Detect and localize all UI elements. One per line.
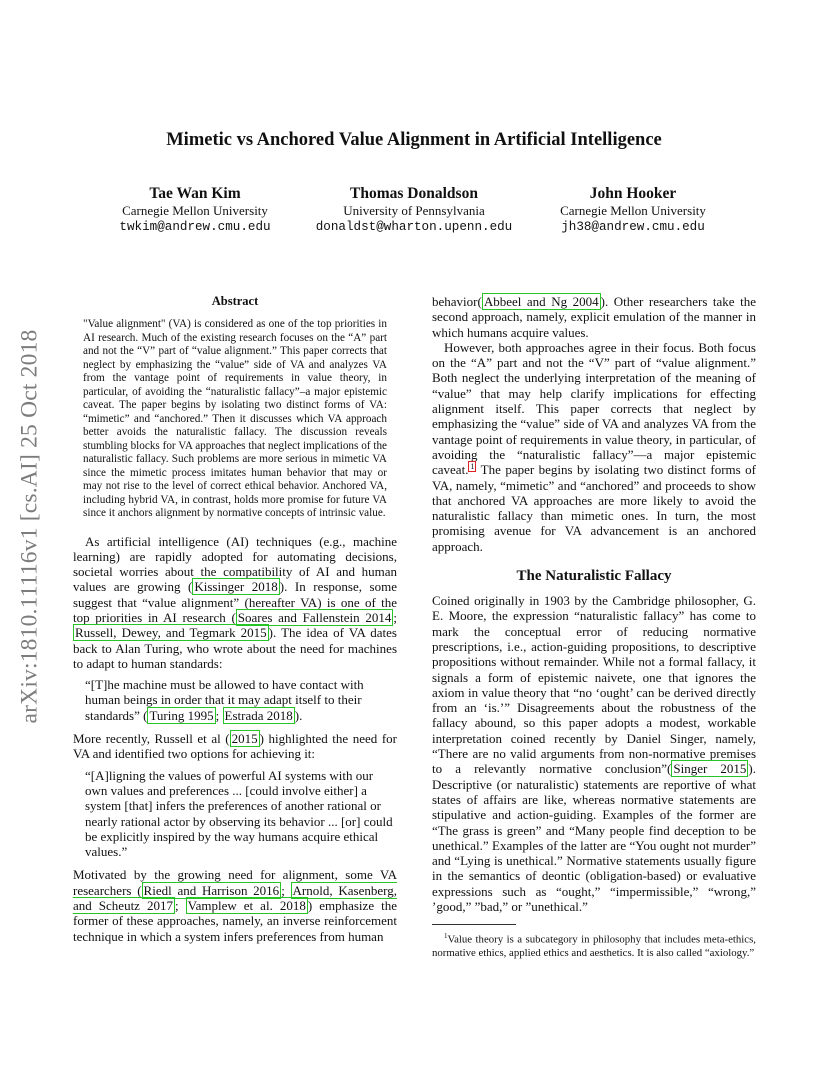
paper-title: Mimetic vs Anchored Value Alignment in Artificial Intelligence bbox=[166, 130, 662, 150]
citation-link[interactable]: 2015 bbox=[231, 731, 258, 747]
author-email[interactable]: jh38@andrew.cmu.edu bbox=[561, 220, 705, 234]
citation-link[interactable]: Arnold, Kasenberg, and Scheutz 2017 bbox=[73, 882, 397, 914]
footnote: $^1$Value theory is a subcategory in philosophy that includes meta-ethics, normative ethics, applied ethics and aesthetics. It is also called “axiology.” bbox=[432, 932, 756, 959]
author-name: Tae Wan Kim bbox=[149, 185, 241, 202]
footnote-marker[interactable]: 1 bbox=[470, 461, 475, 471]
body-paragraph: More recently, Russell et al ( 2015 ) highlighted the need for VA and identified two options for achieving it: bbox=[73, 731, 397, 762]
intro-paragraph: As artificial intelligence (AI) techniques (e.g., machine learning) are rapidly adopted for automating decisions, societal worries about the compatibility of AI and human values are growing ( Kissinger 2018 ). In response, some suggest that “value alignment” (hereafter VA) is one of the top priorities in AI research ( Soares and Fallenstein 2014 ; Russell, Dewey, and Tegmark 2015 ). The idea of VA dates back to Alan Turing, who wrote about the need for machines to adapt to human standards: bbox=[73, 533, 397, 671]
author-affiliation: University of Pennsylvania bbox=[343, 203, 485, 218]
author-block bbox=[294, 184, 534, 235]
body-paragraph: Motivated by the growing need for alignment, some VA researchers ( Riedl and Harrison 2016 ; Arnold, Kasenberg, and Scheutz 2017 ; Vamplew et al. 2018 ) emphasize the former of these approaches, namely, an inverse reinforcement technique in which a system infers preferences from human bbox=[73, 867, 397, 944]
author-block bbox=[513, 184, 753, 235]
footnote-mark: 1 bbox=[444, 932, 448, 941]
citation-link[interactable]: Vamplew et al. 2018 bbox=[187, 898, 306, 914]
abstract-heading: Abstract bbox=[211, 294, 259, 308]
body-paragraph: behavior( Abbeel and Ng 2004 ). Other researchers take the second approach, namely, explicit emulation of the manner in which humans acquire values. bbox=[432, 294, 757, 340]
left-column bbox=[73, 294, 397, 944]
section-heading: The Naturalistic Fallacy bbox=[516, 568, 672, 585]
citation-link[interactable]: Russell, Dewey, and Tegmark 2015 bbox=[75, 625, 267, 641]
block-quote: “[T]he machine must be allowed to have contact with human beings in order that it may adapt itself to their standards” ( Turing 1995 ; Estrada 2018 ). bbox=[85, 677, 364, 723]
arxiv-identifier: arXiv:1810.11116v1 [cs.AI] 25 Oct 2018 bbox=[16, 329, 43, 724]
author-affiliation: Carnegie Mellon University bbox=[560, 203, 706, 218]
citation-link[interactable]: Riedl and Harrison 2016 bbox=[143, 882, 280, 898]
body-paragraph: However, both approaches agree in their focus. Both focus on the “A” part and not the “V” part of “value alignment.” Both neglect the underlying interpretation of the meaning of “value” that may help clarify implications for effecting alignment itself. This paper corrects that neglect by emphasizing the “value” side of VA and analyzes VA from the vantage point of requirements in value theory, in particular, of avoiding the “naturalistic fallacy”—a major epistemic caveat. $^1$ The paper begins by isolating two distinct forms of VA, namely, “mimetic” and “anchored” and proceeds to show that anchored VA approaches are more likely to avoid the naturalistic fallacy than mimetic ones. In turn, the most promising avenue for VA advancement is an anchored approach. bbox=[432, 339, 756, 554]
citation-link[interactable]: Estrada 2018 bbox=[224, 707, 293, 723]
author-email[interactable]: donaldst@wharton.upenn.edu bbox=[315, 220, 513, 234]
citation-link[interactable]: Kissinger 2018 bbox=[194, 579, 278, 595]
citation-link[interactable]: Turing 1995 bbox=[149, 707, 214, 723]
abstract-text: "Value alignment" (VA) is considered as one of the top priorities in AI research. Much of the existing research focuses on the “A” part and not the “V” part of “value alignment.” This paper corrects that neglect by emphasizing the “value” side of VA and analyzes VA from the vantage point of requirements in value theory, in particular, of avoiding the “naturalistic fallacy”–a major epistemic caveat. The paper begins by isolating two distinct forms of VA: “mimetic” and “anchored.” Then it discusses which VA approach better avoids the naturalistic fallacy. The discussion reveals stumbling blocks for VA approaches that neglect implications of the naturalistic fallacy. Such problems are more serious in mimetic VA since the mimetic process imitates human behavior that may or may not rise to the level of correct ethical behavior. Anchored VA, including hybrid VA, in contrast, holds more promise for future VA since it anchors alignment by normative concepts of intrinsic value. bbox=[83, 318, 387, 519]
right-column bbox=[432, 294, 756, 960]
citation-link[interactable]: Singer 2015 bbox=[673, 761, 747, 777]
author-name: Thomas Donaldson bbox=[350, 185, 478, 202]
author-name: John Hooker bbox=[589, 185, 677, 202]
citation-link[interactable]: Soares and Fallenstein 2014 bbox=[237, 609, 392, 625]
author-email[interactable]: twkim@andrew.cmu.edu bbox=[119, 220, 271, 234]
author-affiliation: Carnegie Mellon University bbox=[122, 203, 268, 218]
body-paragraph: Coined originally in 1903 by the Cambridge philosopher, G. E. Moore, the expression “naturalistic fallacy” has come to mark the conceptual error of reducing normative prescriptions, i.e., action-guiding propositions, to descriptive propositions without remainder. While not a formal fallacy, it signals a form of epistemic naivete, one that ignores the axiom in value theory that “no ‘ought’ can be derived directly from an ‘is.’” Disagreements about the robustness of the fallacy abound, so this paper adopts a modest, workable interpretation coined recently by Daniel Singer, namely, “There are no valid arguments from non-normative premises to a relevantly normative conclusion”( Singer 2015 ). Descriptive (or naturalistic) statements are reportive of what states of affairs are like, whereas normative statements are stipulative and action-guiding. Examples of the former are “The grass is green” and “Many people find deception to be unethical.” Examples of the latter are “You ought not murder” and “Lying is unethical.” Normative statements usually figure in the semantics of deontic (obligation-based) or evaluative expressions such as “ought,” “impermissible,” “wrong,” ’good,” ”bad,” or ”unethical.” bbox=[432, 593, 756, 914]
author-block bbox=[75, 184, 315, 235]
block-quote: “[A]ligning the values of powerful AI systems with our own values and preferences ... [could involve either] a system [that] infers the preferences of another rational or nearly rational actor by observing its behavior ... [or] could be explicitly inspired by the way humans acquire ethical values.” bbox=[85, 767, 393, 860]
citation-link[interactable]: Abbeel and Ng 2004 bbox=[483, 294, 599, 309]
